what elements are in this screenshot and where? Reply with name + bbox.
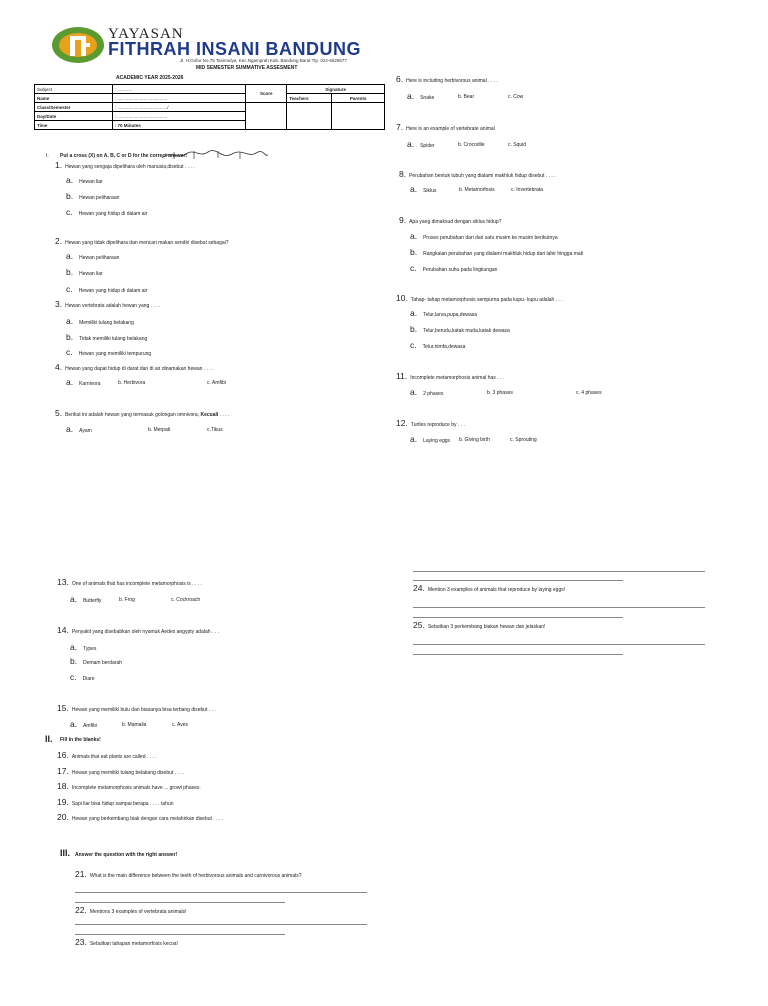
q2-option-a[interactable]: a. Hewan peliharaan <box>66 251 120 261</box>
q6-option-c[interactable]: c. Cow <box>508 94 524 100</box>
name-label: Name <box>35 94 113 103</box>
q12-option-c[interactable]: c. Sprouting <box>510 437 537 443</box>
question-12: 12. Turtles reproduce by . . . <box>396 418 465 428</box>
question-24: 24. Mention 3 examples of animals that reproduce by laying eggs! <box>413 583 566 593</box>
student-info-table <box>34 84 385 130</box>
question-25: 25. Sebutkan 3 perkembang biakan hewan dan jelaskan! <box>413 620 546 630</box>
q9-option-c[interactable]: c. Perubahan suhu pada lingkungan <box>410 263 498 273</box>
parents-header: Parents <box>332 94 385 103</box>
q2-option-c[interactable]: c. Hewan yang hidup di dalam air <box>66 284 148 294</box>
q5-option-b[interactable]: b. Merpati <box>148 427 171 433</box>
q4-option-a[interactable]: a. Karnivora <box>66 377 101 387</box>
question-6: 6. Here is including herbivorous animal . . . . <box>396 74 498 84</box>
question-14: 14. Penyakit yang disebabkan oleh nyamuk Aedes aegypty adalah . . . <box>57 625 219 635</box>
q8-option-c[interactable]: c. Invertebrata <box>511 187 543 193</box>
question-15: 15. Hewan yang memiliki bulu dan biasanya bisa terbang disebut . . . <box>57 703 216 713</box>
section-3-numeral: III. <box>60 848 71 858</box>
q9-option-b[interactable]: b. Rangkaian perubahan yang dialami makhluk hidup dari lahir hingga mati <box>410 247 584 257</box>
question-4: 4. Hewan yang dapat hidup di darat dan di air dinamakan hewan . . . . <box>55 362 214 372</box>
date-value[interactable]: : ........................................ <box>112 112 246 121</box>
q11-option-b[interactable]: b. 3 phases <box>487 390 513 396</box>
q5-option-c[interactable]: c.Tikus <box>207 427 223 433</box>
q10-option-b[interactable]: b. Telur,berudu,katak muda,katak dewasa <box>410 324 510 334</box>
exam-title: MID SEMESTER SUMMATIVE ASSESMENT <box>196 65 298 71</box>
q23-answer-line-2[interactable] <box>413 580 623 581</box>
score-header: Score <box>246 85 287 103</box>
q8-option-b[interactable]: b. Metamorfosis <box>459 187 495 193</box>
q1-option-b[interactable]: b. Hewan peliharaan <box>66 191 120 201</box>
question-10: 10. Tahap- tahap metamorphosis sempurna pada kupu- kupu adalah . . . <box>396 293 563 303</box>
q3-option-b[interactable]: b. Tidak memiliki tulang belakang <box>66 332 148 342</box>
question-23: 23. Sebutkan tahapan metamorfosis kecoa! <box>75 937 178 947</box>
q14-option-b[interactable]: b. Demam berdarah <box>70 656 122 666</box>
teachers-header: Teachers <box>287 94 332 103</box>
score-box[interactable] <box>246 103 287 130</box>
q1-option-a[interactable]: a. Hewan liar <box>66 175 103 185</box>
section-3-instruction: Answer the question with the right answer! <box>75 852 178 858</box>
q12-option-b[interactable]: b. Giving birth <box>459 437 490 443</box>
q6-option-a[interactable]: a. Snake <box>407 91 435 101</box>
q23-answer-line-1[interactable] <box>413 571 705 572</box>
q10-option-a[interactable]: a. Telur,larva,pupa,dewasa <box>410 308 478 318</box>
school-name: FITHRAH INSANI BANDUNG <box>108 39 361 59</box>
q7-option-a[interactable]: a. Spider <box>407 139 435 149</box>
question-21: 21. What is the main difference between the teeth of herbivorous animals and carnivorous animals? <box>75 869 302 879</box>
q15-option-b[interactable]: b. Mamalia <box>122 722 147 728</box>
question-9: 9. Apa yang dimaksud dengan siklus hidup? <box>399 215 502 225</box>
q14-option-a[interactable]: a. Types <box>70 642 97 652</box>
question-8: 8. Perubahan bentuk tubuh yang dialami makhluk hidup disebut . . . . <box>399 169 556 179</box>
date-label: Day/Date <box>35 112 113 121</box>
question-3: 3. Hewan vertebrata adalah hewan yang . . . . <box>55 299 161 309</box>
q3-option-a[interactable]: a. Memiliki tulang belakang <box>66 316 134 326</box>
question-2: 2. Hewan yang tidak dipelihara dan mencari makan sendiri disebut sebagai? <box>55 236 229 246</box>
q13-option-b[interactable]: b. Frog <box>119 597 135 603</box>
section-1-numeral: I. <box>46 153 49 159</box>
q4-option-b[interactable]: b. Herbivora <box>118 380 146 386</box>
subject-label: Subject <box>35 85 113 94</box>
class-label: Class/Semester <box>35 103 113 112</box>
q15-option-c[interactable]: c. Aves <box>172 722 189 728</box>
q15-option-a[interactable]: a. Amfibi <box>70 719 97 729</box>
q25-answer-line-1[interactable] <box>413 644 705 645</box>
q21-answer-line-1[interactable] <box>75 892 367 893</box>
q22-answer-line-1[interactable] <box>75 924 367 925</box>
parent-signature-box[interactable] <box>332 103 385 130</box>
question-1: 1. Hewan yang sengaja dipelihara oleh manusia,disebut . . . . <box>55 160 195 170</box>
q6-option-b[interactable]: b. Bear <box>458 94 475 100</box>
q8-option-a[interactable]: a. Siklus <box>410 184 437 194</box>
q11-option-c[interactable]: c. 4 phases <box>576 390 602 396</box>
foundation-label: YAYASAN <box>108 26 184 42</box>
time-value: : 70 Minutes <box>112 121 246 130</box>
academic-year: ACADEMIC YEAR 2025-2026 <box>116 75 184 81</box>
section-2-numeral: II. <box>45 734 53 744</box>
q3-option-c[interactable]: c. Hewan yang memiliki tempurung <box>66 347 152 357</box>
q7-option-c[interactable]: c. Squid <box>508 142 527 148</box>
question-18[interactable]: 18. Incomplete metamorphosis animals have ... growt phases. <box>57 781 201 791</box>
q2-option-b[interactable]: b. Hewan liar <box>66 267 103 277</box>
name-value[interactable]: : ........................................ <box>112 94 246 103</box>
school-logo <box>50 24 106 66</box>
q1-option-c[interactable]: c. Hewan yang hidup di dalam air <box>66 207 148 217</box>
q9-option-a[interactable]: a. Proses perubahan dari dari satu musim ke musim berikutnya <box>410 231 558 241</box>
q5-option-a[interactable]: a. Ayam <box>66 424 92 434</box>
q21-answer-line-2[interactable] <box>75 902 285 903</box>
question-22: 22. Mentions 3 examples of vertebrata animals! <box>75 905 187 915</box>
teacher-signature-box[interactable] <box>287 103 332 130</box>
q13-option-c[interactable]: c. Cockroach <box>171 597 201 603</box>
q22-answer-line-2[interactable] <box>75 934 285 935</box>
question-16[interactable]: 16. Animals that eat plants are called . . . . <box>57 750 157 760</box>
time-label: Time <box>35 121 113 130</box>
subject-value[interactable]: : ............ <box>112 85 246 94</box>
question-5: 5. Berikut ini adalah hewan yang termasuk golongan omnivora, Kecuali . . . . <box>55 408 230 418</box>
q11-option-a[interactable]: a. 2 phases <box>410 387 444 397</box>
q13-option-a[interactable]: a. Butterfly <box>70 594 102 604</box>
question-20[interactable]: 20. Hewan yang berkembang biak dengan cara melahirkan disebut . . . . <box>57 812 224 822</box>
q25-answer-line-2[interactable] <box>413 654 623 655</box>
q12-option-a[interactable]: a. Laying eggs <box>410 434 451 444</box>
q24-answer-line-2[interactable] <box>413 617 623 618</box>
q10-option-c[interactable]: c. Telur,nimfa,dewasa <box>410 340 466 350</box>
section-2-instruction: Fill in the blanks! <box>60 737 101 743</box>
question-13: 13. One of animals that has incomplete metamorphosis is . . . . <box>57 577 202 587</box>
section-1-instruction: Put a cross (X) on A, B, C or D for the correct answer! <box>60 153 188 159</box>
question-7: 7. Here is an example of vertebrate animal <box>396 122 495 132</box>
school-address: Jl. H.Gofur No.75 Tanimulya, Kec.Ngamprah Kab. Bandung Barat Tlp. 022-6625677 <box>180 58 347 63</box>
question-11: 11. Incomplete metamorphosis animal has . . . <box>396 371 505 381</box>
signature-header: Signature <box>287 85 385 94</box>
class-value[interactable]: : ......................................../ <box>112 103 246 112</box>
q7-option-b[interactable]: b. Crocodile <box>458 142 485 148</box>
q14-option-c[interactable]: c. Diare <box>70 672 95 682</box>
q24-answer-line-1[interactable] <box>413 607 705 608</box>
question-19[interactable]: 19. Sapi liar bisa hidup sampai berapa . . . . tahun <box>57 797 174 807</box>
question-17[interactable]: 17. Hewan yang memiliki tulang belakang disebut . . . . <box>57 766 185 776</box>
q4-option-c[interactable]: c. Amfibi <box>207 380 226 386</box>
